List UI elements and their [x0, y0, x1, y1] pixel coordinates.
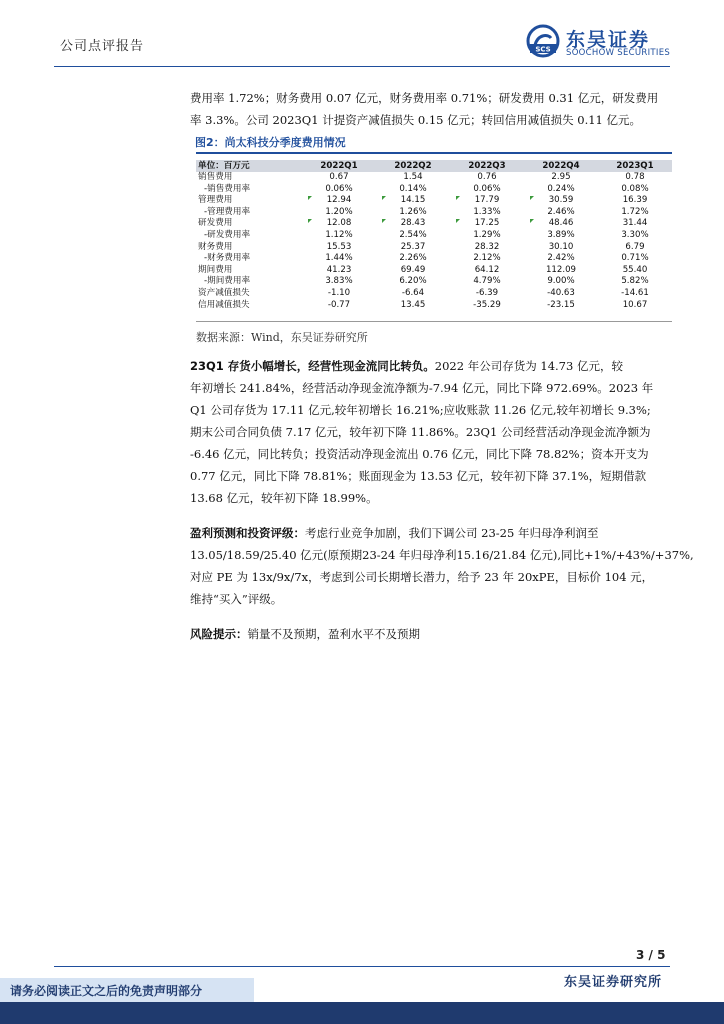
table-cell: 3.30% — [621, 229, 649, 240]
table-header-cell: 2023Q1 — [616, 161, 654, 171]
paragraph-line: Q1 公司存货为 17.11 亿元,较年初增长 16.21%;应收账款 11.26 亿元,较年初增长 9.3%; — [190, 403, 651, 417]
table-cell: 3.83% — [325, 276, 353, 287]
table-cell: 1.44% — [325, 253, 353, 264]
row-label: -管理费用率 — [204, 206, 251, 217]
paragraph-line — [190, 355, 674, 377]
table-cell: 1.72% — [621, 206, 649, 217]
table-row — [196, 265, 672, 277]
row-label: 管理费用 — [198, 195, 233, 206]
table-cell: 41.23 — [326, 264, 352, 275]
table-cell: 2.54% — [399, 229, 427, 240]
table-cell: 2.26% — [399, 253, 427, 264]
paragraph-line: 对应 PE 为 13x/9x/7x，考虑到公司长期增长潜力，给予 23 年 20xPE，目标价 104 元， — [190, 570, 654, 584]
table-cell: -40.63 — [547, 287, 575, 298]
expense-table — [196, 160, 672, 311]
table-cell: -0.77 — [327, 299, 351, 310]
table-cell: 10.67 — [622, 299, 648, 310]
table-cell: 1.33% — [473, 206, 501, 217]
paragraph-line: 期末公司合同负债 7.17 亿元，较年初下降 11.86%。23Q1 公司经营活动净现金流净额为 — [190, 425, 651, 439]
table-cell: 2.12% — [473, 253, 501, 264]
intro-paragraph — [190, 87, 674, 131]
report-type-label: 公司点评报告 — [60, 39, 145, 54]
table-cell: 2.42% — [547, 253, 575, 264]
table-cell: 1.20% — [325, 206, 353, 217]
table-cell: 17.25 — [450, 218, 524, 230]
table-cell: 112.09 — [545, 264, 577, 275]
table-cell: 16.39 — [622, 195, 648, 206]
row-label: 期间费用 — [198, 264, 233, 275]
table-cell: 64.12 — [474, 264, 500, 275]
table-cell: 5.82% — [621, 276, 649, 287]
table-row — [196, 195, 672, 207]
row-label: -销售费用率 — [204, 183, 251, 194]
table-cell: 1.29% — [473, 229, 501, 240]
table-cell: 1.54 — [403, 172, 423, 182]
table-header-unit: 单位：百万元 — [198, 161, 250, 171]
table-cell: -6.64 — [401, 287, 425, 298]
paragraph-line: 13.05/18.59/25.40 亿元(原预期23-24 年归母净利15.16/21.84 亿元),同比+1%/+43%/+37%, — [190, 548, 694, 562]
table-cell: 69.49 — [400, 264, 426, 275]
table-header-row — [196, 160, 672, 172]
table-cell: 30.10 — [548, 241, 574, 252]
table-cell: 0.76 — [477, 172, 497, 182]
page-number: 3 / 5 — [636, 948, 666, 962]
row-label: -财务费用率 — [204, 253, 251, 264]
footer-organization: 东吴证券研究所 — [564, 975, 663, 990]
table-cell: 3.89% — [547, 229, 575, 240]
table-row — [196, 218, 672, 230]
table-cell: 6.20% — [399, 276, 427, 287]
table-row — [196, 276, 672, 288]
risk-paragraph — [190, 623, 674, 645]
table-cell: -35.29 — [473, 299, 501, 310]
paragraph-text: 销量不及预期，盈利水平不及预期 — [247, 627, 420, 641]
section-heading: 风险提示： — [190, 627, 248, 641]
figure-title: 图2：尚太科技分季度费用情况 — [195, 136, 346, 149]
section-heading: 盈利预测和投资评级： — [190, 526, 305, 540]
logo-chinese-name: 东吴证券 — [566, 29, 651, 51]
table-cell: 15.53 — [326, 241, 352, 252]
table-row — [196, 300, 672, 312]
table-cell: -14.61 — [621, 287, 649, 298]
figure-title-rule — [196, 152, 672, 154]
table-header-cell: 2022Q2 — [394, 161, 432, 171]
table-row — [196, 230, 672, 242]
table-cell: 2.46% — [547, 206, 575, 217]
disclaimer-banner — [0, 978, 254, 1002]
table-cell: 6.79 — [625, 241, 645, 252]
table-cell: 31.44 — [622, 218, 648, 229]
row-label: -期间费用率 — [204, 276, 251, 287]
table-cell: -23.15 — [547, 299, 575, 310]
paragraph-line — [190, 623, 674, 645]
footer-band — [0, 1002, 724, 1024]
table-cell: -1.10 — [327, 287, 351, 298]
table-cell: 0.06% — [473, 183, 501, 194]
table-body — [196, 172, 672, 311]
table-cell: 17.79 — [450, 195, 524, 207]
row-label: 财务费用 — [198, 241, 233, 252]
table-cell: 1.12% — [325, 229, 353, 240]
table-cell: 2.95 — [551, 172, 571, 182]
inventory-cashflow-paragraph — [190, 355, 674, 509]
table-cell: 9.00% — [547, 276, 575, 287]
figure-source: 数据来源：Wind，东吴证券研究所 — [196, 331, 368, 344]
forecast-rating-paragraph — [190, 522, 694, 610]
table-cell: -6.39 — [475, 287, 499, 298]
table-cell: 12.94 — [302, 195, 376, 207]
soochow-logo-icon — [526, 24, 560, 58]
row-label: 研发费用 — [198, 218, 233, 229]
paragraph-text: 2022 年公司存货为 14.73 亿元，较 — [434, 359, 623, 373]
table-cell: 30.59 — [524, 195, 598, 207]
table-cell: 0.08% — [621, 183, 649, 194]
table-header-cell: 2022Q3 — [468, 161, 506, 171]
table-cell: 4.79% — [473, 276, 501, 287]
table-cell: 0.06% — [325, 183, 353, 194]
paragraph-text: 考虑行业竞争加剧，我们下调公司 23-25 年归母净利润至 — [305, 526, 599, 540]
logo-english-name: SOOCHOW SECURITIES — [566, 48, 671, 58]
section-heading: 23Q1 存货小幅增长，经营性现金流同比转负。 — [190, 359, 435, 373]
table-cell: 48.46 — [524, 218, 598, 230]
company-logo — [526, 24, 676, 60]
table-cell: 13.45 — [400, 299, 426, 310]
table-header-cell: 2022Q4 — [542, 161, 580, 171]
intro-line: 率 3.3%。公司 2023Q1 计提资产减值损失 0.15 亿元；转回信用减值损失 0.11 亿元。 — [190, 113, 642, 127]
row-label: 销售费用 — [198, 172, 233, 182]
paragraph-line: 0.77 亿元，同比下降 78.81%；账面现金为 13.53 亿元，较年初下降 37.1%，短期借款 — [190, 469, 647, 483]
paragraph-line: -6.46 亿元，同比转负；投资活动净现金流出 0.76 亿元，同比下降 78.82%；资本开支为 — [190, 447, 649, 461]
row-label: 信用减值损失 — [198, 299, 250, 310]
row-label: -研发费用率 — [204, 229, 251, 240]
paragraph-line: 年初增长 241.84%，经营活动净现金流净额为-7.94 亿元，同比下降 972.69%。2023 年 — [190, 381, 654, 395]
table-row — [196, 184, 672, 196]
table-cell: 0.67 — [329, 172, 349, 182]
paragraph-line — [190, 522, 674, 544]
table-cell: 1.26% — [399, 206, 427, 217]
table-cell: 0.71% — [621, 253, 649, 264]
table-cell: 12.08 — [302, 218, 376, 230]
table-cell: 0.24% — [547, 183, 575, 194]
paragraph-line: 13.68 亿元，较年初下降 18.99%。 — [190, 491, 378, 505]
table-cell: 55.40 — [622, 264, 648, 275]
table-cell: 28.43 — [376, 218, 450, 230]
table-row — [196, 288, 672, 300]
footer-divider — [54, 966, 670, 967]
row-label: 资产减值损失 — [198, 287, 250, 298]
table-row — [196, 207, 672, 219]
table-row — [196, 253, 672, 265]
table-cell: 0.78 — [625, 172, 645, 182]
paragraph-line: 维持“买入”评级。 — [190, 592, 283, 606]
table-cell: 0.14% — [399, 183, 427, 194]
disclaimer-text: 请务必阅读正文之后的免责声明部分 — [10, 984, 203, 998]
table-cell: 14.15 — [376, 195, 450, 207]
table-header-cell: 2022Q1 — [320, 161, 358, 171]
intro-line: 费用率 1.72%；财务费用 0.07 亿元，财务费用率 0.71%；研发费用 0.31 亿元，研发费用 — [190, 91, 659, 105]
logo-mark-text: SCS — [535, 45, 551, 54]
table-cell: 28.32 — [474, 241, 500, 252]
page-header — [0, 0, 724, 66]
table-row — [196, 172, 672, 184]
table-bottom-rule — [196, 321, 672, 322]
header-divider — [54, 66, 670, 67]
table-cell: 25.37 — [400, 241, 426, 252]
table-row — [196, 242, 672, 254]
